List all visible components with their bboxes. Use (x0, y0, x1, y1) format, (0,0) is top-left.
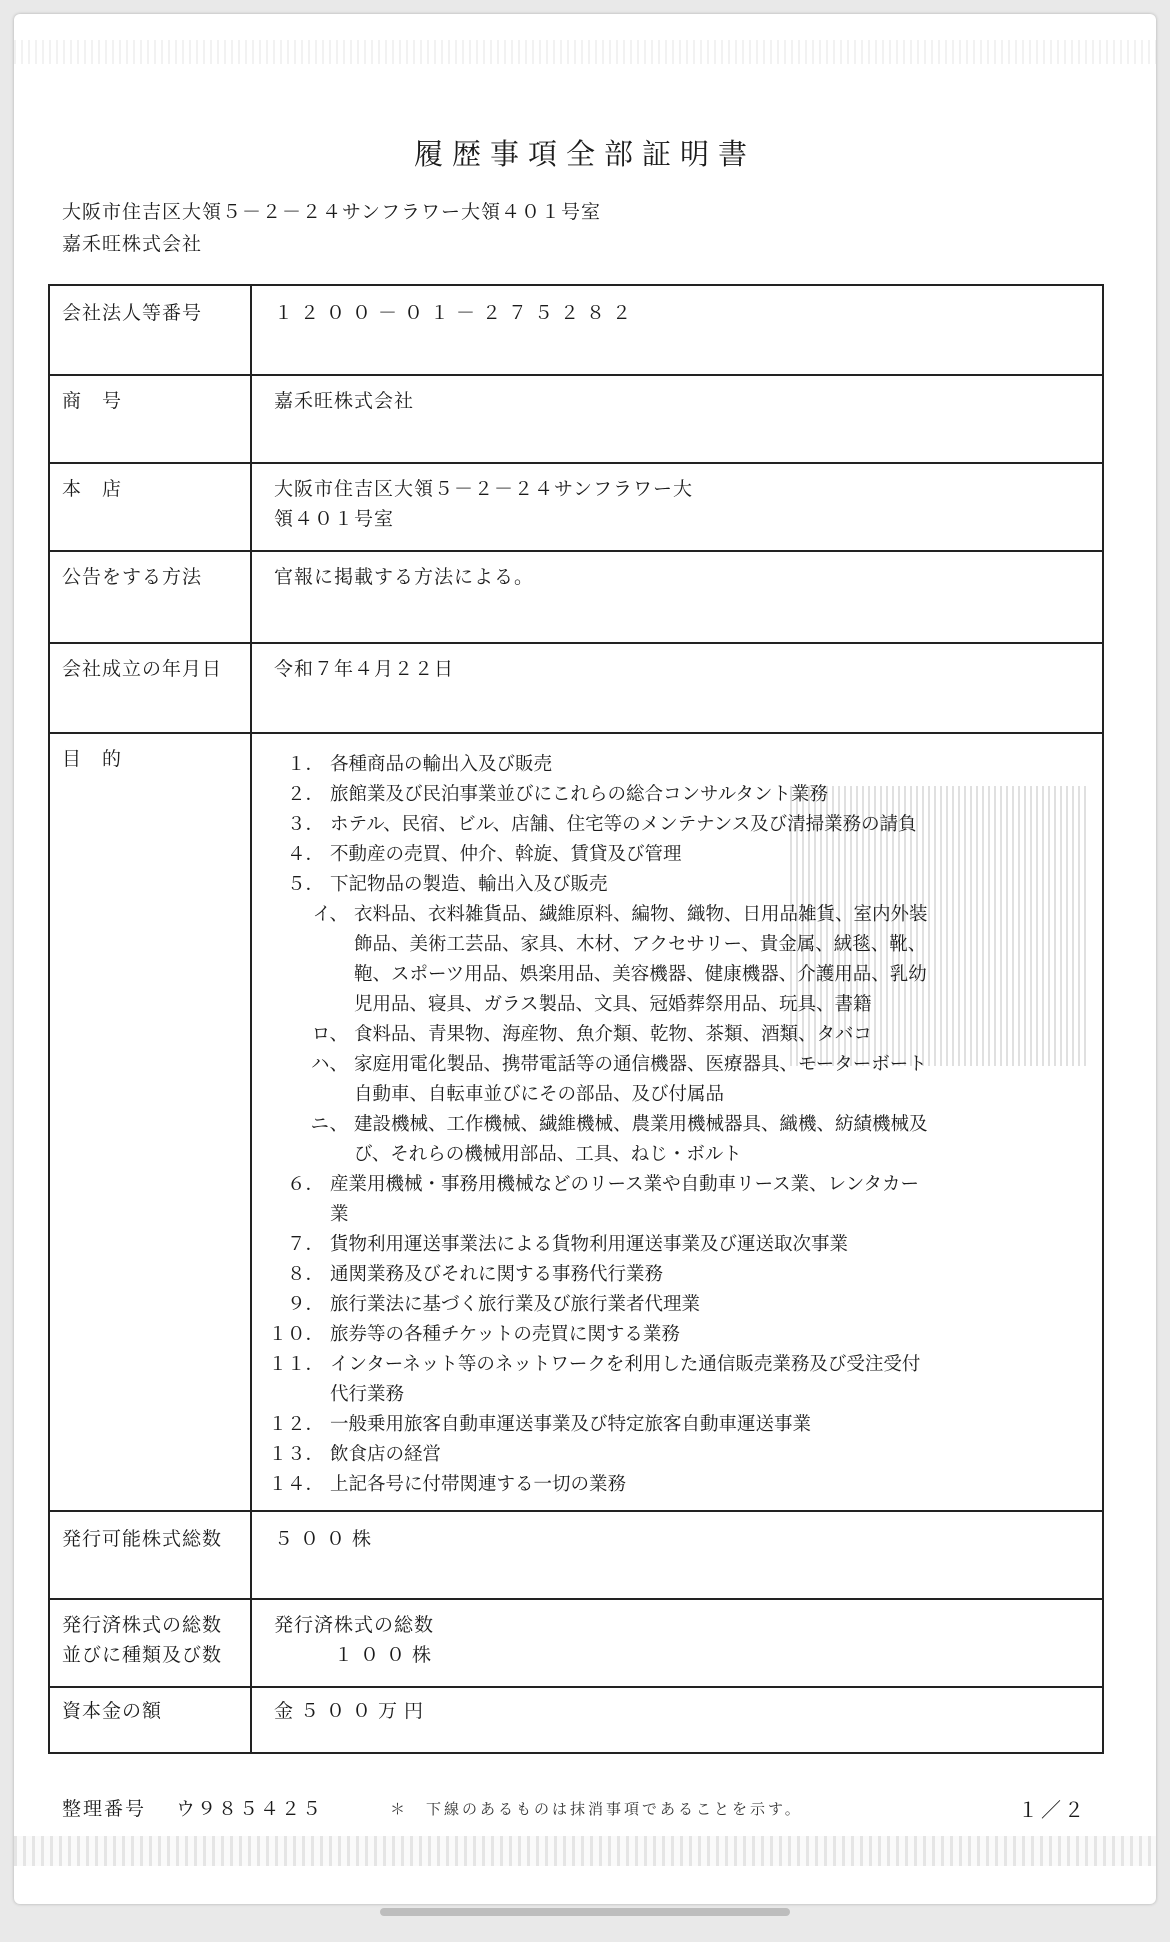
purpose-item-number: ４． (286, 844, 324, 865)
purpose-item-number: イ、 (312, 904, 348, 925)
purpose-item (254, 1320, 1094, 1350)
purpose-item-number: １０． (268, 1324, 324, 1345)
purpose-item-text: 自動車、自転車並びにその部品、及び付属品 (354, 1084, 725, 1105)
purpose-item-text: 食料品、青果物、海産物、魚介類、乾物、茶類、酒類、タバコ (354, 1024, 872, 1045)
purpose-item (254, 1230, 1094, 1260)
strikethrough-note: ＊ 下線のあるものは抹消事項であることを示す。 (390, 1800, 803, 1818)
purpose-item (254, 1470, 1094, 1500)
purpose-item (254, 1170, 1094, 1200)
purpose-item-text: 鞄、スポーツ用品、娯楽用品、美容機器、健康機器、介護用品、乳幼 (354, 964, 927, 985)
issued-shares-label-line1: 発行済株式の総数 (62, 1614, 223, 1636)
purpose-item-text: 一般乗用旅客自動車運送事業及び特定旅客自動車運送事業 (330, 1414, 812, 1435)
head-office-label: 本 店 (62, 478, 123, 500)
head-office-line2: 領４０１号室 (274, 508, 395, 530)
home-indicator[interactable] (380, 1908, 790, 1916)
purpose-item-number: ニ、 (310, 1114, 348, 1135)
purpose-item (254, 780, 1094, 810)
authorized-shares-value: ５００株 (274, 1528, 379, 1550)
purpose-item-text: 旅行業法に基づく旅行業及び旅行業者代理業 (330, 1294, 701, 1315)
purpose-item-text: ホテル、民宿、ビル、店舗、住宅等のメンテナンス及び清掃業務の請負 (330, 814, 917, 835)
row-divider (50, 732, 1102, 734)
purpose-item-text: 不動産の売買、仲介、斡旋、賃貸及び管理 (330, 844, 682, 865)
purpose-item-text: 旅館業及び民泊事業並びにこれらの総合コンサルタント業務 (330, 784, 828, 805)
purpose-item (254, 1380, 1094, 1410)
header-address: 大阪市住吉区大領５－２－２４サンフラワー大領４０１号室 (62, 201, 602, 223)
purpose-item (254, 1290, 1094, 1320)
purpose-item-number: １３． (268, 1444, 324, 1465)
purpose-item (254, 750, 1094, 780)
purpose-item-number: ３． (286, 814, 324, 835)
row-divider (50, 1510, 1102, 1512)
ref-number: ウ９８５４２５ (176, 1798, 324, 1820)
row-divider (50, 550, 1102, 552)
purpose-list (254, 750, 1094, 1500)
purpose-item (254, 840, 1094, 870)
public-notice-label: 公告をする方法 (62, 566, 203, 588)
purpose-item (254, 810, 1094, 840)
issued-shares-label-line2: 並びに種類及び数 (62, 1644, 223, 1666)
security-pattern-bottom (14, 1836, 1156, 1866)
row-divider (50, 462, 1102, 464)
row-divider (50, 374, 1102, 376)
purpose-sub-item (254, 1050, 1094, 1080)
row-divider (50, 1686, 1102, 1688)
purpose-item-number: ５． (286, 874, 324, 895)
purpose-item (254, 870, 1094, 900)
purpose-item-text: 業 (330, 1204, 349, 1225)
established-label: 会社成立の年月日 (62, 658, 223, 680)
purpose-item-text: インターネット等のネットワークを利用した通信販売業務及び受注受付 (330, 1354, 921, 1375)
purpose-sub-item (254, 1140, 1094, 1170)
purpose-label: 目 的 (62, 748, 123, 770)
corp-number-label: 会社法人等番号 (62, 302, 203, 324)
purpose-item-text: 飾品、美術工芸品、家具、木材、アクセサリー、貴金属、絨毯、靴、 (354, 934, 927, 955)
purpose-item-text: 通関業務及びそれに関する事務代行業務 (330, 1264, 664, 1285)
row-divider (50, 642, 1102, 644)
purpose-item-number: １１． (268, 1354, 324, 1375)
header-company-name: 嘉禾旺株式会社 (62, 233, 203, 255)
purpose-sub-item (254, 990, 1094, 1020)
page-number: １／２ (1018, 1798, 1087, 1822)
purpose-item-text: 下記物品の製造、輸出入及び販売 (330, 874, 608, 895)
purpose-item-text: 上記各号に付帯関連する一切の業務 (330, 1474, 627, 1495)
ref-label: 整理番号 (62, 1798, 147, 1820)
purpose-item-number: ハ、 (310, 1054, 348, 1075)
purpose-item-number: ２． (286, 784, 324, 805)
purpose-sub-item (254, 1020, 1094, 1050)
purpose-item-text: 旅券等の各種チケットの売買に関する業務 (330, 1324, 680, 1345)
trade-name-value: 嘉禾旺株式会社 (274, 390, 415, 412)
purpose-item-text: び、それらの機械用部品、工具、ねじ・ボルト (354, 1144, 742, 1165)
purpose-sub-item (254, 900, 1094, 930)
purpose-sub-item (254, 1080, 1094, 1110)
purpose-item-number: ロ、 (311, 1024, 348, 1045)
established-value: 令和７年４月２２日 (274, 658, 455, 680)
trade-name-label: 商 号 (62, 390, 123, 412)
corp-number-value: １２００－０１－２７５２８２ (274, 302, 639, 324)
purpose-item-text: 児用品、寝具、ガラス製品、文具、冠婚葬祭用品、玩具、書籍 (354, 994, 872, 1015)
capital-value: 金５００万円 (274, 1700, 431, 1722)
purpose-sub-item (254, 960, 1094, 990)
purpose-sub-item (254, 930, 1094, 960)
authorized-shares-label: 発行可能株式総数 (62, 1528, 223, 1550)
purpose-item (254, 1200, 1094, 1230)
purpose-item-number: ９． (286, 1294, 324, 1315)
purpose-item-text: 飲食店の経営 (330, 1444, 442, 1465)
document-title: 履歴事項全部証明書 (413, 137, 756, 171)
purpose-item (254, 1410, 1094, 1440)
purpose-item (254, 1350, 1094, 1380)
purpose-item-text: 産業用機械・事務用機械などのリース業や自動車リース業、レンタカー (330, 1174, 919, 1195)
purpose-item-number: １． (286, 754, 324, 775)
column-divider (250, 286, 252, 1752)
purpose-item-text: 衣料品、衣料雑貨品、繊維原料、編物、織物、日用品雑貨、室内外装 (354, 904, 928, 925)
issued-shares-value-line1: 発行済株式の総数 (274, 1614, 435, 1636)
certificate-sheet (14, 14, 1156, 1904)
issued-shares-value-line2: １００株 (334, 1644, 439, 1666)
purpose-item-text: 建設機械、工作機械、繊維機械、農業用機械器具、織機、紡績機械及 (354, 1114, 928, 1135)
public-notice-value: 官報に掲載する方法による。 (274, 566, 535, 588)
head-office-line1: 大阪市住吉区大領５－２－２４サンフラワー大 (274, 478, 694, 500)
purpose-item-number: ６． (286, 1174, 324, 1195)
purpose-item-number: １４． (268, 1474, 324, 1495)
purpose-item-text: 家庭用電化製品、携帯電話等の通信機器、医療器具、モーターボート (354, 1054, 927, 1075)
capital-label: 資本金の額 (62, 1700, 163, 1722)
purpose-item-text: 代行業務 (330, 1384, 405, 1405)
purpose-sub-item (254, 1110, 1094, 1140)
purpose-item (254, 1260, 1094, 1290)
purpose-item-number: ７． (286, 1234, 324, 1255)
purpose-item (254, 1440, 1094, 1470)
purpose-item-number: ８． (286, 1264, 324, 1285)
purpose-item-text: 各種商品の輸出入及び販売 (330, 754, 553, 775)
purpose-item-text: 貨物利用運送事業法による貨物利用運送事業及び運送取次事業 (330, 1234, 849, 1255)
row-divider (50, 1598, 1102, 1600)
security-pattern-top (14, 40, 1156, 64)
purpose-item-number: １２． (268, 1414, 324, 1435)
